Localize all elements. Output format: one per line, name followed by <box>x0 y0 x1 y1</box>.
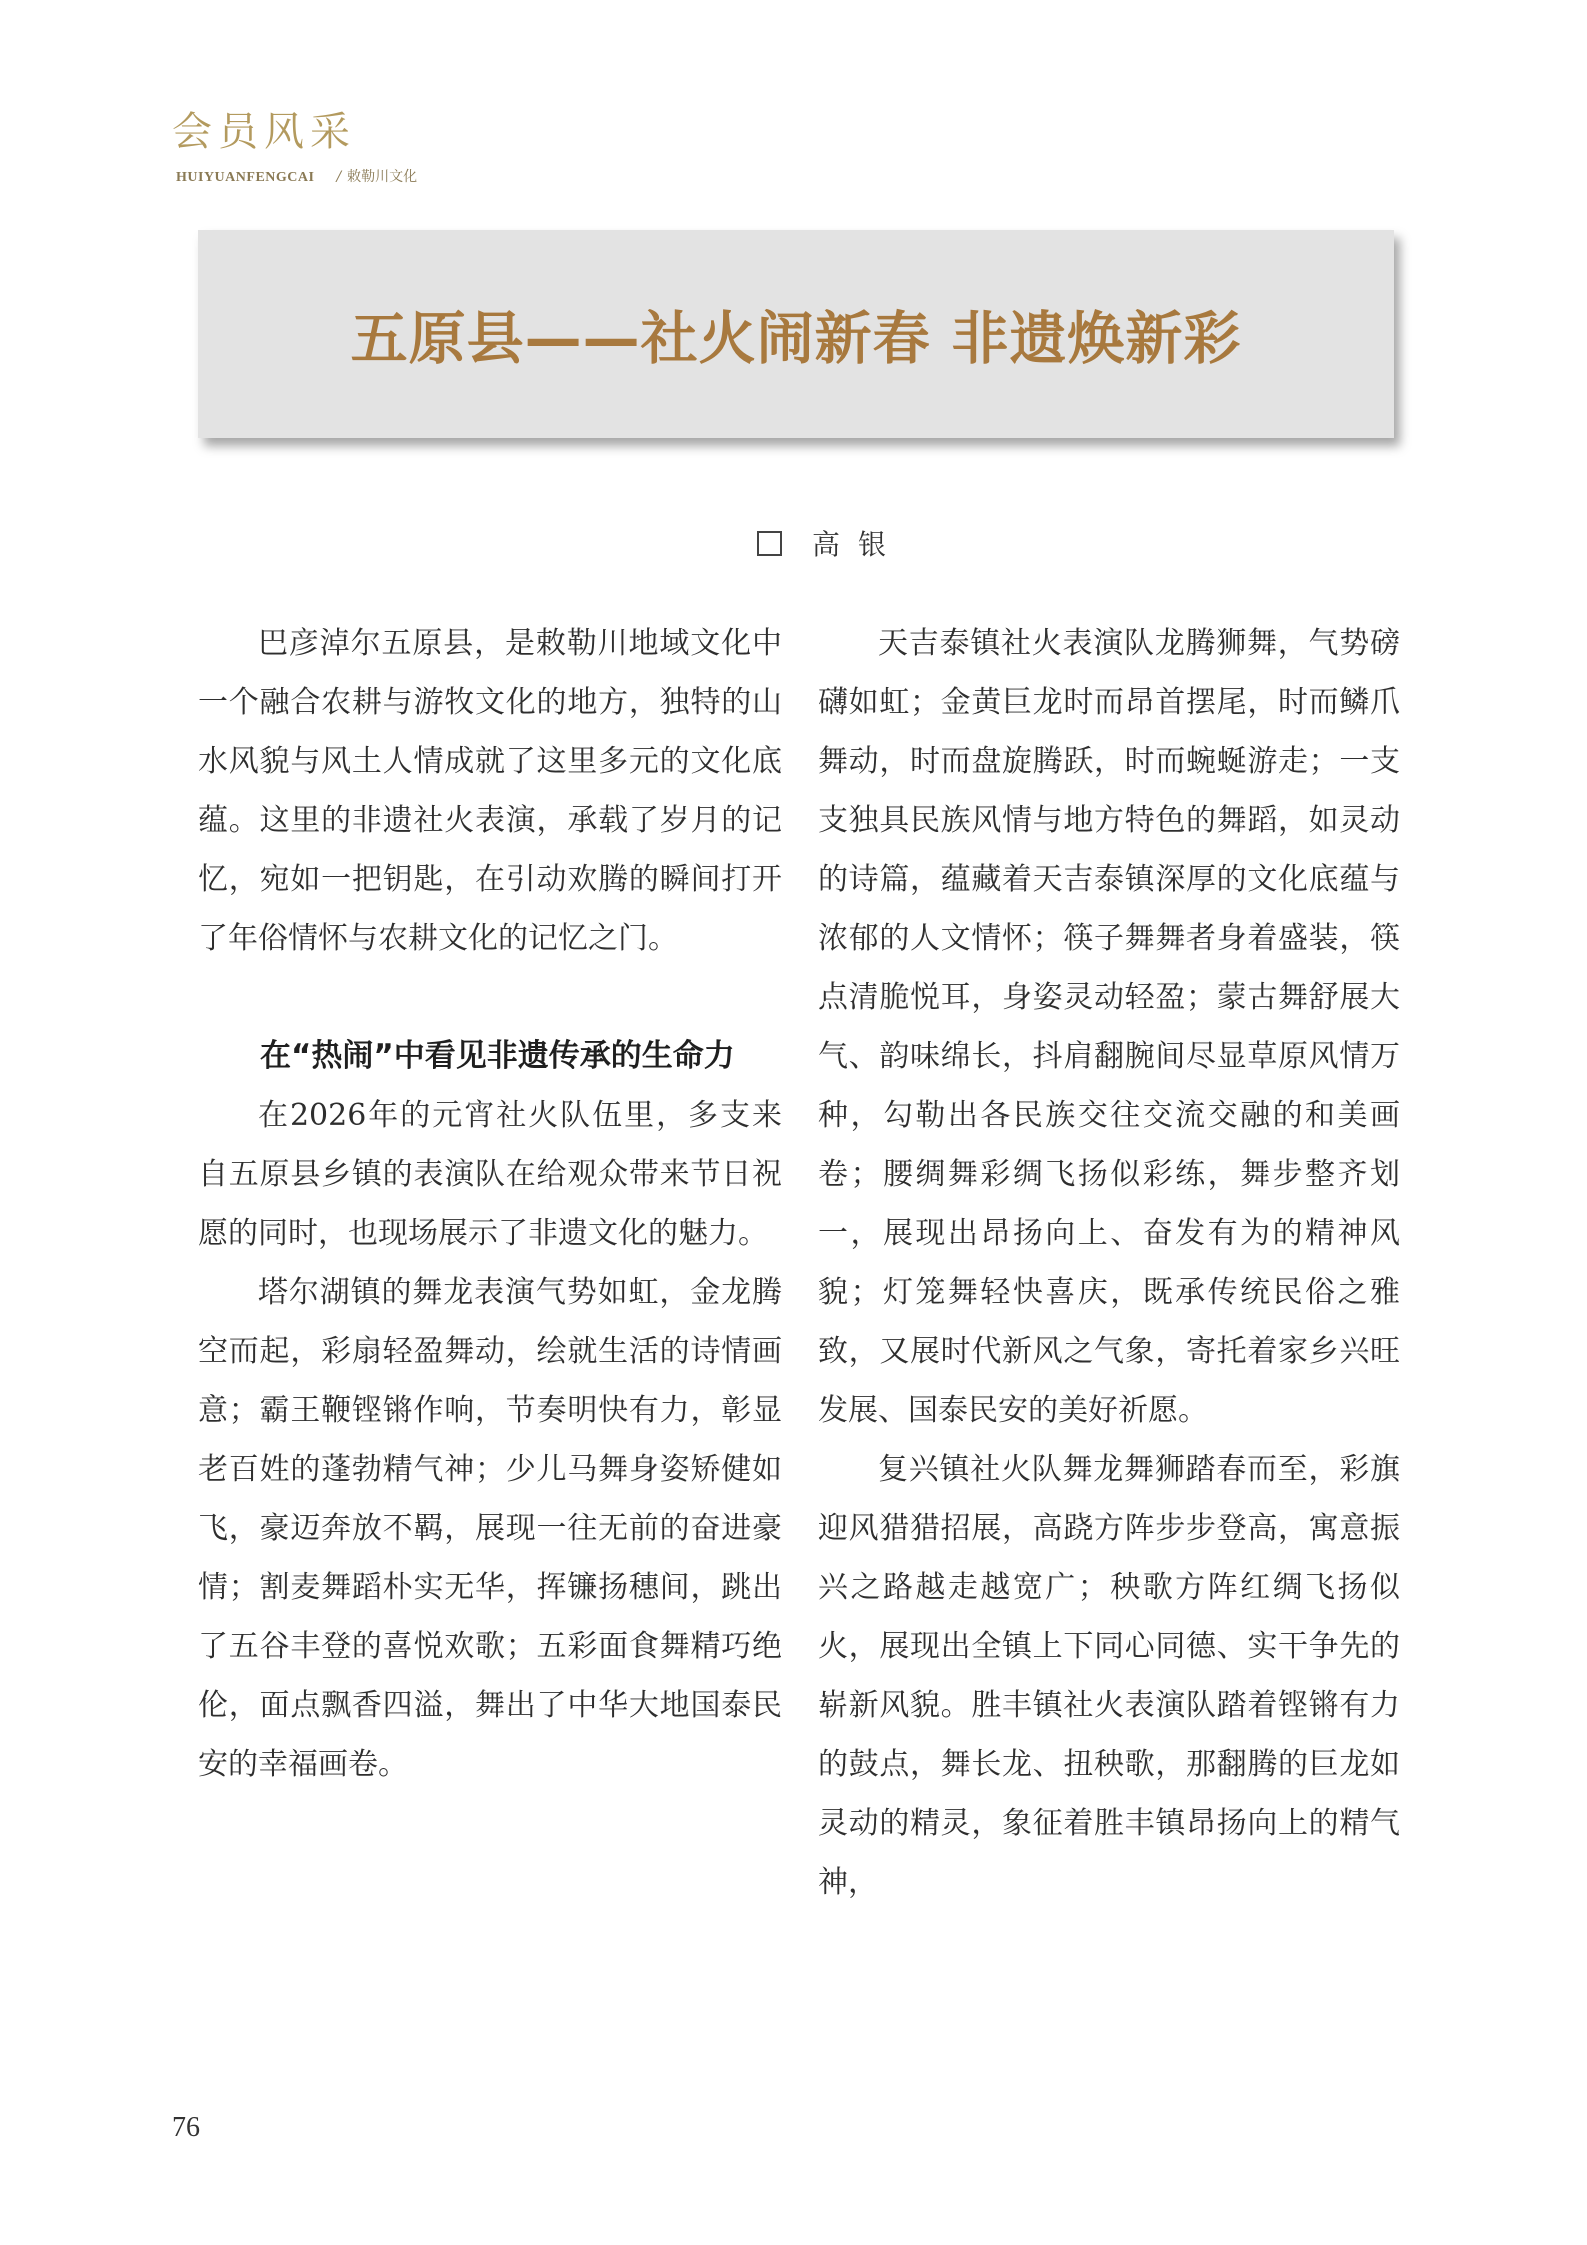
title-banner <box>198 230 1394 438</box>
section-pinyin: HUIYUANFENGCAI <box>176 170 315 185</box>
right-column <box>818 614 1400 1912</box>
author-name: 高银 <box>811 528 904 561</box>
section-title: 会员风采 <box>172 109 356 155</box>
section-slash: / <box>336 169 342 185</box>
page-number: 76 <box>172 2112 200 2143</box>
paragraph: 塔尔湖镇的舞龙表演气势如虹，金龙腾空而起，彩扇轻盈舞动，绘就生活的诗情画意；霸王鞭铿锵作响，节奏明快有力，彰显老百姓的蓬勃精气神；少儿马舞身姿矫健如飞，豪迈奔放不羁，展现一往无前的奋进豪情；割麦舞蹈朴实无华，挥镰扬穗间，跳出了五谷丰登的喜悦欢歌；五彩面食舞精巧绝伦，面点飘香四溢，舞出了中华大地国泰民安的幸福画卷。 <box>198 1275 782 1782</box>
section-sub: 敕勒川文化 <box>347 169 418 185</box>
left-column <box>198 614 782 1794</box>
article-title: 五原县——社火闹新春 非遗焕新彩 <box>350 306 1242 372</box>
section-subtitle <box>176 166 417 186</box>
byline <box>0 523 1587 563</box>
byline-box-icon <box>757 531 782 556</box>
paragraph: 天吉泰镇社火表演队龙腾狮舞，气势磅礴如虹；金黄巨龙时而昂首摆尾，时而鳞爪舞动，时而盘旋腾跃，时而蜿蜒游走；一支支独具民族风情与地方特色的舞蹈，如灵动的诗篇，蕴藏着天吉泰镇深厚的文化底蕴与浓郁的人文情怀；筷子舞舞者身着盛装，筷点清脆悦耳，身姿灵动轻盈；蒙古舞舒展大气、韵味绵长，抖肩翻腕间尽显草原风情万种，勾勒出各民族交往交流交融的和美画卷；腰绸舞彩绸飞扬似彩练，舞步整齐划一，展现出昂扬向上、奋发有为的精神风貌；灯笼舞轻快喜庆，既承传统民俗之雅致，又展时代新风之气象，寄托着家乡兴旺发展、国泰民安的美好祈愿。 <box>818 626 1400 1428</box>
paragraph: 在2026年的元宵社火队伍里，多支来自五原县乡镇的表演队在给观众带来节日祝愿的同时，也现场展示了非遗文化的魅力。 <box>198 1098 782 1251</box>
paragraph: 复兴镇社火队舞龙舞狮踏春而至，彩旗迎风猎猎招展，高跷方阵步步登高，寓意振兴之路越走越宽广；秧歌方阵红绸飞扬似火，展现出全镇上下同心同德、实干争先的崭新风貌。胜丰镇社火表演队踏着铿锵有力的鼓点，舞长龙、扭秧歌，那翻腾的巨龙如灵动的精灵，象征着胜丰镇昂扬向上的精气神， <box>818 1452 1400 1900</box>
paragraph: 巴彦淖尔五原县，是敕勒川地域文化中一个融合农耕与游牧文化的地方，独特的山水风貌与风土人情成就了这里多元的文化底蕴。这里的非遗社火表演，承载了岁月的记忆，宛如一把钥匙，在引动欢腾的瞬间打开了年俗情怀与农耕文化的记忆之门。 <box>198 626 782 956</box>
section-heading: 在“热闹”中看见非遗传承的生命力 <box>260 1038 735 1074</box>
